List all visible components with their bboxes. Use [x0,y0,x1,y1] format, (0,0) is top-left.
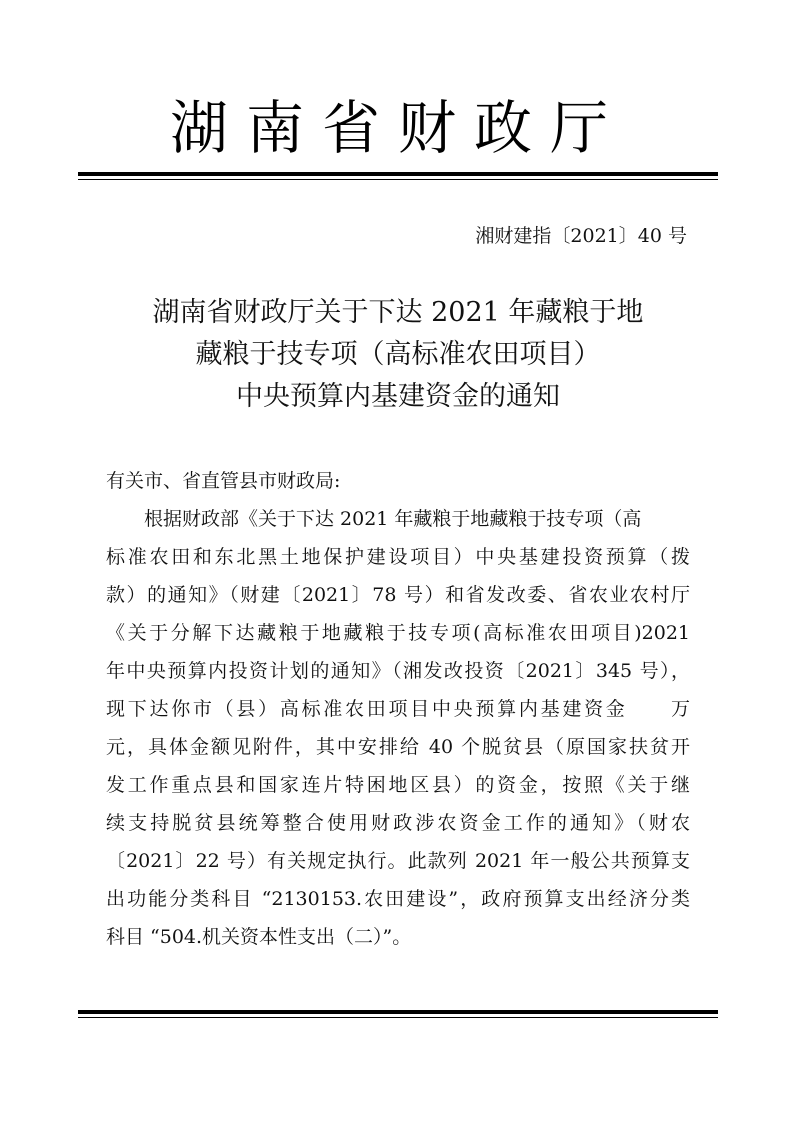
body-line: 元，具体金额见附件，其中安排给 40 个脱贫县（原国家扶贫开 [106,736,690,758]
body-line: 发工作重点县和国家连片特困地区县）的资金，按照《关于继 [106,774,690,796]
body-line: 《关于分解下达藏粮于地藏粮于技专项(高标准农田项目)2021 [106,622,690,644]
body-line: 出功能分类科目 “2130153.农田建设”，政府预算支出经济分类 [106,888,690,910]
title-line: 湖南省财政厅关于下达 2021 年藏粮于地 [152,297,644,328]
title-line: 中央预算内基建资金的通知 [236,381,560,412]
body-line: 科目 “504.机关资本性支出（二）”。 [106,926,412,948]
letterhead-divider [78,172,718,180]
letterhead-title: 湖南省财政厅 [169,94,626,162]
title-line: 藏粮于技专项（高标准农田项目） [195,339,601,370]
salutation: 有关市、省直管县市财政局: [106,470,341,492]
body-line: 现下达你市（县）高标准农田项目中央预算内基建资金 万 [106,698,690,720]
body-line: 年中央预算内投资计划的通知》（湘发改投资〔2021〕345 号）， [106,660,690,682]
document-number: 湘财建指〔2021〕40 号 [475,225,687,247]
body-line: 根据财政部《关于下达 2021 年藏粮于地藏粮于技专项（高 [144,508,642,530]
body-line: 款）的通知》（财建〔2021〕78 号）和省发改委、省农业农村厅 [106,584,690,606]
document-title [78,292,718,418]
footer-divider [78,1010,718,1018]
body-line: 标准农田和东北黑土地保护建设项目）中央基建投资预算（拨 [106,546,690,568]
body-line: 续支持脱贫县统筹整合使用财政涉农资金工作的通知》（财农 [106,812,690,834]
body-line: 〔2021〕22 号）有关规定执行。此款列 2021 年一般公共预算支 [106,850,690,872]
document-body [106,462,690,956]
